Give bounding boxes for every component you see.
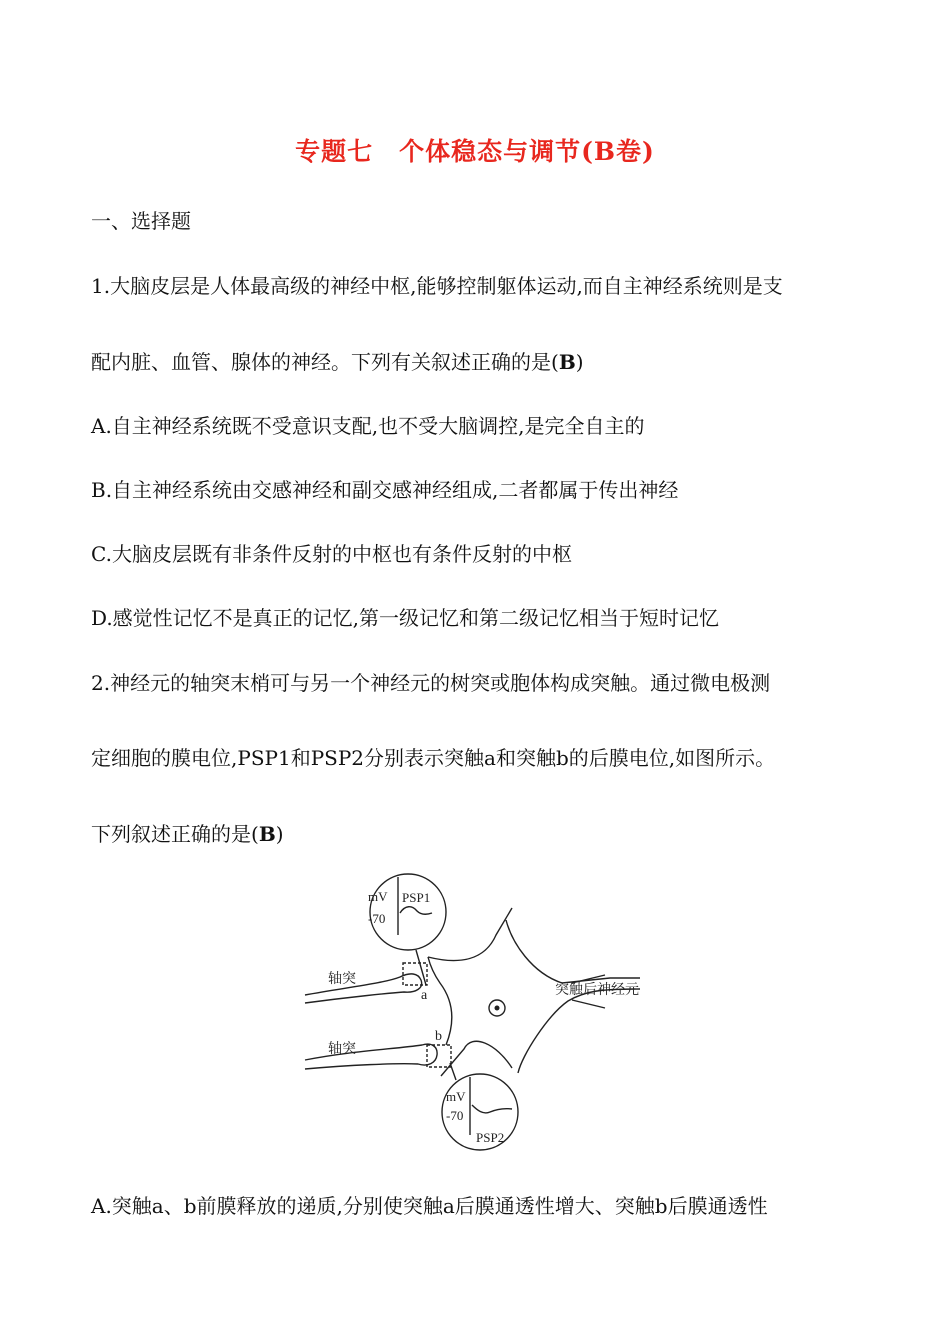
synapse-b-label: b: [435, 1029, 442, 1044]
psp1-unit-label: mV: [368, 889, 388, 904]
psp2-name-label: PSP2: [476, 1130, 505, 1145]
section-heading: 一、选择题: [91, 209, 191, 233]
psp2-value-label: -70: [446, 1108, 464, 1123]
postsynaptic-neuron-label: 突触后神经元: [555, 983, 639, 998]
q2-close-paren: ): [275, 822, 284, 846]
psp2-unit-label: mV: [446, 1089, 466, 1104]
q1-option-a: A.自主神经系统既不受意识支配,也不受大脑调控,是完全自主的: [91, 414, 645, 438]
axon-label-bottom: 轴突: [328, 1042, 356, 1057]
q2-option-a: A.突触a、b前膜释放的递质,分别使突触a后膜通透性增大、突触b后膜通透性: [91, 1194, 768, 1218]
q1-stem-line1: 1.大脑皮层是人体最高级的神经中枢,能够控制躯体运动,而自主神经系统则是支: [91, 274, 783, 298]
q1-stem-line2: [91, 346, 584, 375]
axon-label-top: 轴突: [328, 972, 356, 987]
q1-stem-text: 配内脏、血管、腺体的神经。下列有关叙述正确的是(: [91, 350, 559, 374]
bottom-axon: [305, 1044, 437, 1069]
top-axon: [305, 974, 422, 1003]
q2-stem-line2: 定细胞的膜电位,PSP1和PSP2分别表示突触a和突触b的后膜电位,如图所示。: [91, 746, 776, 770]
psp1-value-label: -70: [368, 911, 386, 926]
q1-close-paren: ): [575, 350, 584, 374]
synapse-diagram: [300, 865, 650, 1160]
page-title: 专题七 个体稳态与调节(B卷): [295, 137, 655, 166]
q1-option-d: D.感觉性记忆不是真正的记忆,第一级记忆和第二级记忆相当于短时记忆: [91, 606, 720, 630]
synapse-a-label: a: [421, 988, 428, 1003]
q1-option-c: C.大脑皮层既有非条件反射的中枢也有条件反射的中枢: [91, 542, 572, 566]
psp1-name-label: PSP1: [402, 890, 431, 905]
q1-option-b: B.自主神经系统由交感神经和副交感神经组成,二者都属于传出神经: [91, 478, 679, 502]
neuron-body-outline: [428, 908, 512, 961]
q2-stem-line3: [91, 818, 284, 847]
q1-answer: B: [558, 350, 576, 374]
q2-stem-text: 下列叙述正确的是(: [91, 822, 259, 846]
q2-stem-line1: 2.神经元的轴突末梢可与另一个神经元的树突或胞体构成突触。通过微电极测: [91, 671, 771, 695]
q2-answer: B: [258, 822, 276, 846]
